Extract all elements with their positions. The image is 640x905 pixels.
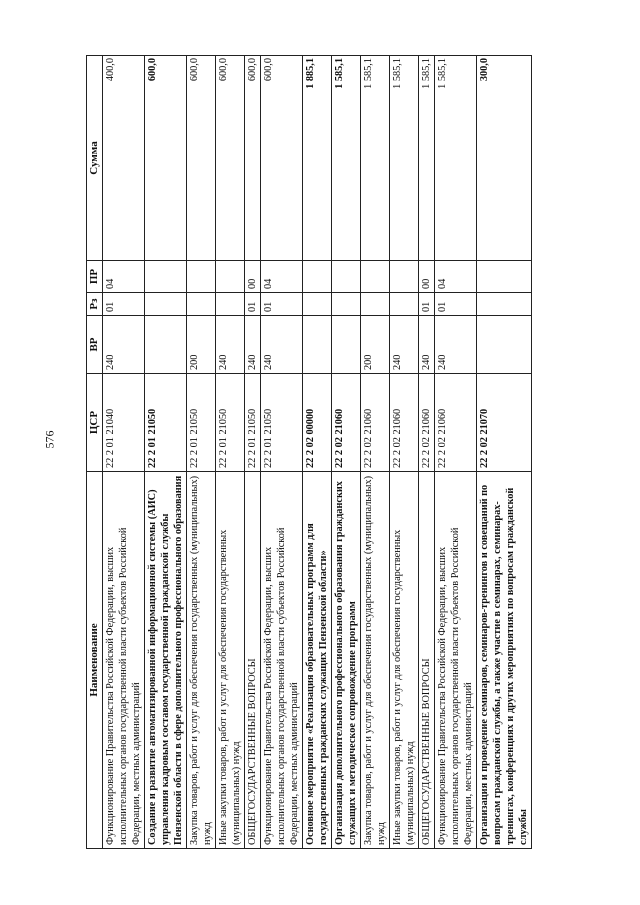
cell-sum: 600,0	[145, 56, 187, 261]
cell-name: Создание и развитие автоматизированной информационной системы (АИС) управления кадровым составом государственной гражданской службы Пензенской области в сфере дополнительного профессионального образования	[145, 472, 187, 849]
cell-csr: 22 2 01 21050	[245, 374, 261, 472]
header-rz: Рз	[87, 293, 103, 316]
cell-sum: 600,0	[187, 56, 216, 261]
cell-sum: 300,0	[477, 56, 532, 261]
cell-name: ОБЩЕГОСУДАРСТВЕННЫЕ ВОПРОСЫ	[419, 472, 435, 849]
cell-name: Организация дополнительного профессионального образования гражданских служащих и методическое сопровождение программ	[332, 472, 361, 849]
cell-pr	[216, 261, 245, 293]
cell-vr	[332, 316, 361, 374]
table-header-row	[87, 56, 103, 849]
table-row	[261, 56, 303, 849]
cell-csr: 22 2 02 21060	[332, 374, 361, 472]
cell-rz	[216, 293, 245, 316]
cell-pr	[361, 261, 390, 293]
cell-rz	[332, 293, 361, 316]
cell-sum: 600,0	[216, 56, 245, 261]
cell-name: Закупка товаров, работ и услуг для обеспечения государственных (муниципальных) нужд	[187, 472, 216, 849]
cell-pr: 04	[435, 261, 477, 293]
cell-sum: 1 585,1	[435, 56, 477, 261]
table-row	[477, 56, 532, 849]
cell-csr: 22 2 02 21060	[435, 374, 477, 472]
cell-sum: 400,0	[103, 56, 145, 261]
table-row	[216, 56, 245, 849]
header-sum: Сумма	[87, 56, 103, 261]
header-name: Наименование	[87, 472, 103, 849]
cell-csr: 22 2 01 21050	[145, 374, 187, 472]
cell-rz: 01	[419, 293, 435, 316]
cell-pr	[332, 261, 361, 293]
cell-name: Основное мероприятие «Реализация образовательных программ для государственных гражданских служащих Пензенской области»	[303, 472, 332, 849]
cell-sum: 1 885,1	[303, 56, 332, 261]
cell-rz: 01	[103, 293, 145, 316]
cell-csr: 22 2 02 21060	[390, 374, 419, 472]
cell-name: Иные закупки товаров, работ и услуг для обеспечения государственных (муниципальных) нужд	[390, 472, 419, 849]
cell-csr: 22 2 01 21050	[261, 374, 303, 472]
cell-vr: 240	[261, 316, 303, 374]
cell-sum: 600,0	[245, 56, 261, 261]
cell-csr: 22 2 02 21070	[477, 374, 532, 472]
cell-pr: 04	[103, 261, 145, 293]
cell-rz	[303, 293, 332, 316]
cell-name: Иные закупки товаров, работ и услуг для обеспечения государственных (муниципальных) нужд	[216, 472, 245, 849]
cell-sum: 1 585,1	[332, 56, 361, 261]
cell-vr: 240	[435, 316, 477, 374]
header-pr: ПР	[87, 261, 103, 293]
cell-csr: 22 2 02 00000	[303, 374, 332, 472]
cell-rz	[145, 293, 187, 316]
cell-name: Функционирование Правительства Российской Федерации, высших исполнительных органов государственной власти субъектов Российской Федерации, местных администраций	[261, 472, 303, 849]
page-number: 576	[42, 430, 57, 449]
cell-rz: 01	[245, 293, 261, 316]
cell-csr: 22 2 01 21050	[216, 374, 245, 472]
cell-sum: 1 585,1	[390, 56, 419, 261]
cell-sum: 600,0	[261, 56, 303, 261]
table-row	[435, 56, 477, 849]
cell-vr	[145, 316, 187, 374]
table-row	[187, 56, 216, 849]
cell-name: Закупка товаров, работ и услуг для обеспечения государственных (муниципальных) нужд	[361, 472, 390, 849]
cell-rz	[361, 293, 390, 316]
cell-name: ОБЩЕГОСУДАРСТВЕННЫЕ ВОПРОСЫ	[245, 472, 261, 849]
cell-pr	[303, 261, 332, 293]
table-row	[103, 56, 145, 849]
table-row	[390, 56, 419, 849]
cell-csr: 22 2 01 21050	[187, 374, 216, 472]
cell-name: Функционирование Правительства Российской Федерации, высших исполнительных органов государственной власти субъектов Российской Федерации, местных администраций	[435, 472, 477, 849]
header-vr: ВР	[87, 316, 103, 374]
table-row	[332, 56, 361, 849]
cell-sum: 1 585,1	[419, 56, 435, 261]
cell-vr	[303, 316, 332, 374]
budget-table	[86, 55, 532, 849]
cell-pr: 00	[419, 261, 435, 293]
table-row	[361, 56, 390, 849]
rotated-table-container	[86, 56, 556, 849]
cell-csr: 22 2 02 21060	[361, 374, 390, 472]
cell-name: Организация и проведение семинаров, семинаров-тренингов и совещаний по вопросам гражданской службы, а также участие в семинарах, семинарах-тренингах, конференциях и других мероприятиях по вопросам гражданской службы	[477, 472, 532, 849]
cell-vr: 240	[216, 316, 245, 374]
table-row	[145, 56, 187, 849]
cell-pr	[390, 261, 419, 293]
cell-pr	[477, 261, 532, 293]
cell-sum: 1 585,1	[361, 56, 390, 261]
cell-vr: 240	[390, 316, 419, 374]
cell-name: Функционирование Правительства Российской Федерации, высших исполнительных органов государственной власти субъектов Российской Федерации, местных администраций	[103, 472, 145, 849]
table-row	[303, 56, 332, 849]
cell-csr: 22 2 01 21040	[103, 374, 145, 472]
cell-vr: 200	[361, 316, 390, 374]
cell-vr	[477, 316, 532, 374]
table-body	[103, 56, 532, 849]
cell-pr	[145, 261, 187, 293]
header-csr: ЦСР	[87, 374, 103, 472]
table-row	[419, 56, 435, 849]
cell-rz	[477, 293, 532, 316]
cell-vr: 240	[245, 316, 261, 374]
cell-rz	[187, 293, 216, 316]
cell-vr: 240	[103, 316, 145, 374]
cell-vr: 240	[419, 316, 435, 374]
cell-rz: 01	[435, 293, 477, 316]
cell-rz	[390, 293, 419, 316]
cell-pr: 04	[261, 261, 303, 293]
cell-csr: 22 2 02 21060	[419, 374, 435, 472]
cell-rz: 01	[261, 293, 303, 316]
cell-vr: 200	[187, 316, 216, 374]
cell-pr: 00	[245, 261, 261, 293]
table-row	[245, 56, 261, 849]
cell-pr	[187, 261, 216, 293]
